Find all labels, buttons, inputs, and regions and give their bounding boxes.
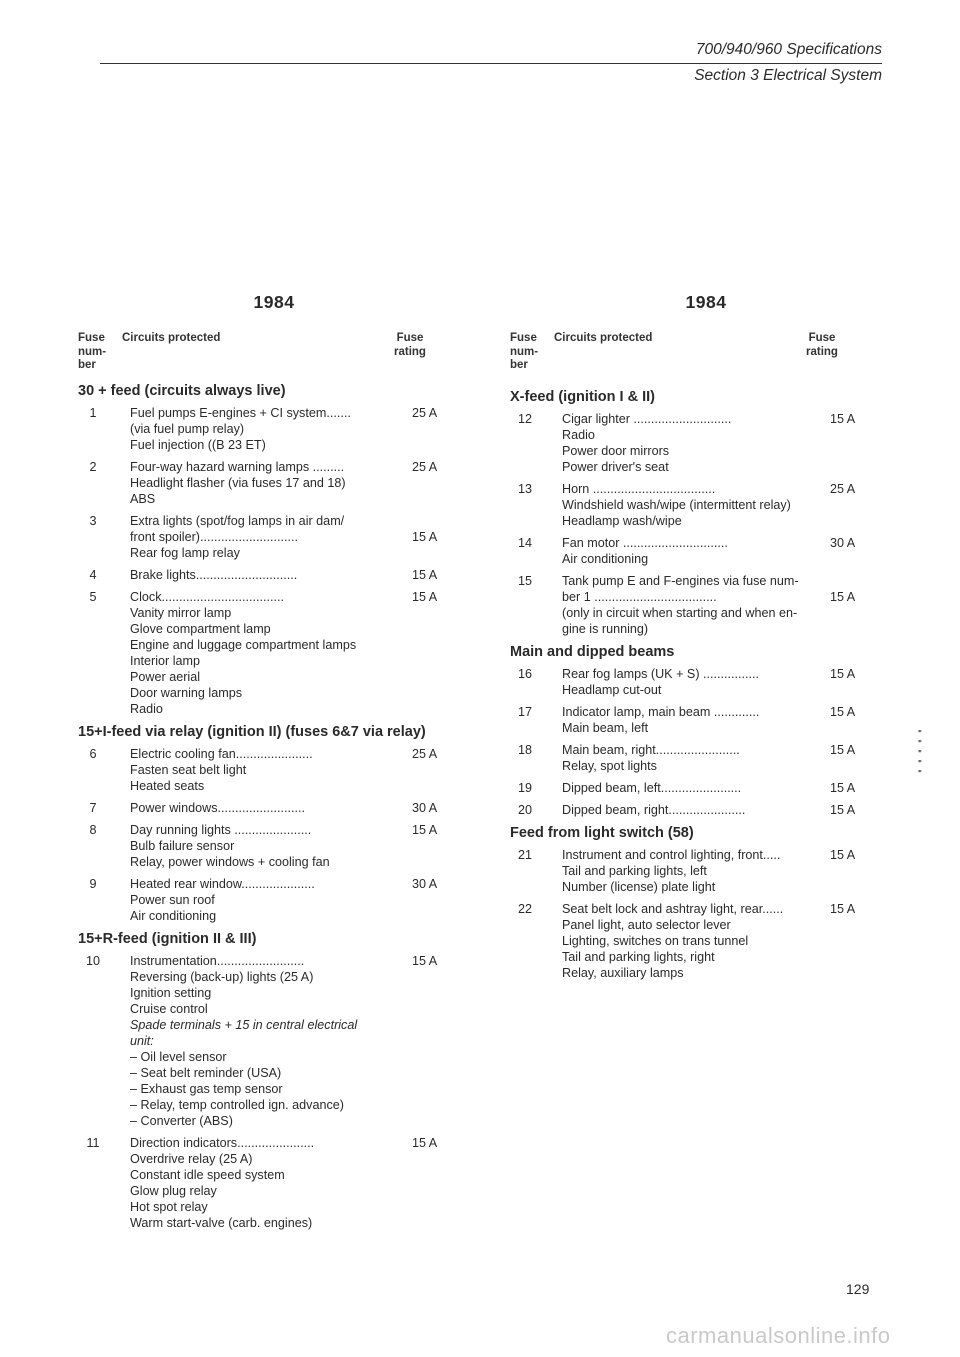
circuit-item: Headlamp wash/wipe	[562, 514, 682, 528]
circuit-item: Relay, power windows + cooling fan	[130, 855, 330, 869]
circuit-item: Interior lamp	[130, 654, 200, 668]
fuse-rating: 30 A	[412, 801, 438, 815]
fuse-entry	[510, 589, 862, 637]
circuit-item: Power door mirrors	[562, 444, 670, 458]
circuit-item: Fuel injection ((B 23 ET)	[130, 438, 266, 452]
header-title: 700/940/960 Specifications	[695, 41, 882, 58]
fuse-rating: 25 A	[412, 747, 438, 761]
circuit-item: Panel light, auto selector lever	[562, 918, 731, 932]
circuit-subitem: – Oil level sensor	[130, 1050, 227, 1064]
circuit-item: Vanity mirror lamp	[130, 606, 232, 620]
circuit-item: Glow plug relay	[130, 1184, 217, 1198]
fuse-entry	[78, 953, 450, 1129]
fuse-entry	[510, 535, 862, 567]
left-sections	[78, 382, 450, 1231]
fuse-number: 10	[85, 954, 100, 968]
circuits-header: Circuits protected	[554, 332, 653, 344]
circuit-text: Horn ...................................	[562, 482, 716, 496]
fuse-entry	[78, 822, 450, 870]
fuse-entry	[78, 589, 450, 717]
fuse-rating: 15 A	[830, 803, 856, 817]
page-number: 129	[846, 1281, 870, 1297]
circuit-line	[130, 529, 450, 545]
circuit-item: Tail and parking lights, left	[562, 864, 707, 878]
section-title: Main and dipped beams	[510, 644, 675, 660]
fuse-rating: 15 A	[412, 823, 438, 837]
circuit-item: Ignition setting	[130, 986, 212, 1000]
fuse-rating: 30 A	[412, 877, 438, 891]
fuse-rating: 15 A	[830, 902, 856, 916]
fuse-entry	[510, 481, 862, 529]
circuit-item: Headlamp cut-out	[562, 683, 662, 697]
circuit-item: Radio	[562, 428, 595, 442]
fuse-rating: 25 A	[412, 460, 438, 474]
circuit-text: front spoiler)............................	[130, 530, 298, 544]
circuit-item: Air conditioning	[130, 909, 217, 923]
fuse-entry	[78, 513, 450, 529]
fuse-number: 14	[517, 536, 532, 550]
circuit-item: Number (license) plate light	[562, 880, 716, 894]
circuit-text: Four-way hazard warning lamps .........	[130, 460, 345, 474]
circuit-item: gine is running)	[562, 622, 649, 636]
circuit-text: Indicator lamp, main beam .............	[562, 705, 760, 719]
circuit-text: Power windows.........................	[130, 801, 305, 815]
circuit-line	[130, 822, 450, 838]
right-year: 1984	[685, 292, 727, 312]
fuse-rating: 30 A	[830, 536, 856, 550]
right-sections	[510, 388, 862, 981]
circuit-text: Fan motor ..............................	[562, 536, 728, 550]
circuit-item: Tail and parking lights, right	[562, 950, 715, 964]
circuit-text: Clock...................................	[130, 590, 284, 604]
fuse-number: 6	[89, 747, 97, 761]
fuse-number: 22	[517, 902, 532, 916]
circuit-line	[130, 1135, 450, 1151]
watermark: carmanualsonline.info	[666, 1323, 891, 1348]
fuse-number: 15	[517, 574, 532, 588]
fuse-rating: 15 A	[830, 590, 856, 604]
circuit-subitem: – Seat belt reminder (USA)	[130, 1066, 282, 1080]
circuit-item: Hot spot relay	[130, 1200, 208, 1214]
section-title: Feed from light switch (58)	[510, 825, 694, 841]
left-column-header	[78, 332, 450, 382]
circuit-line	[130, 567, 450, 583]
fuse-entry	[510, 847, 862, 895]
circuit-line	[130, 746, 450, 762]
right-column	[510, 294, 862, 987]
fuse-number: 17	[517, 705, 532, 719]
circuit-note: Spade terminals + 15 in central electrical	[130, 1018, 358, 1032]
circuit-item: Power sun roof	[130, 893, 215, 907]
fuse-number: 8	[89, 823, 97, 837]
circuit-item: Reversing (back-up) lights (25 A)	[130, 970, 314, 984]
circuit-text: ber 1 ...................................	[562, 590, 717, 604]
fuse-number: 19	[517, 781, 532, 795]
fuse-number-header: Fuse num- ber	[78, 332, 107, 371]
fuse-rating: 15 A	[412, 1136, 438, 1150]
circuit-text: Direction indicators......................	[130, 1136, 315, 1150]
circuit-line	[562, 481, 862, 497]
fuse-number: 7	[89, 801, 97, 815]
circuit-item: (only in circuit when starting and when en-	[562, 606, 798, 620]
circuit-item: Bulb failure sensor	[130, 839, 235, 853]
fuse-entry	[78, 876, 450, 924]
circuit-text: Rear fog lamps (UK + S) ................	[562, 667, 760, 681]
header-subtitle: Section 3 Electrical System	[694, 67, 882, 84]
header-rule	[100, 63, 882, 64]
circuit-text: Dipped beam, left.......................	[562, 781, 742, 795]
fuse-entry	[510, 802, 862, 818]
fuse-entry	[78, 529, 450, 561]
circuit-item: (via fuel pump relay)	[130, 422, 245, 436]
fuse-rating: 15 A	[830, 667, 856, 681]
circuit-subitem: – Relay, temp controlled ign. advance)	[130, 1098, 344, 1112]
section-title: 30 + feed (circuits always live)	[78, 383, 286, 399]
circuit-text: Tank pump E and F-engines via fuse num-	[562, 574, 799, 588]
fuse-entry	[510, 666, 862, 698]
circuit-item: Heated seats	[130, 779, 205, 793]
fuse-number: 12	[517, 412, 532, 426]
fuse-entry	[510, 780, 862, 796]
section-title: 15+I-feed via relay (ignition II) (fuses 6&7 via relay)	[78, 724, 426, 740]
circuit-item: ABS	[130, 492, 156, 506]
fuse-number: 1	[89, 406, 97, 420]
circuit-text: Dipped beam, right......................	[562, 803, 746, 817]
circuit-line	[562, 704, 862, 720]
circuit-line	[562, 742, 862, 758]
circuit-item: Headlight flasher (via fuses 17 and 18)	[130, 476, 346, 490]
circuit-item: Door warning lamps	[130, 686, 242, 700]
circuit-text: Instrument and control lighting, front.....	[562, 848, 781, 862]
fuse-entry	[78, 459, 450, 507]
circuit-subitem: – Exhaust gas temp sensor	[130, 1082, 283, 1096]
circuit-text: Seat belt lock and ashtray light, rear......	[562, 902, 784, 916]
circuit-item: Lighting, switches on trans tunnel	[562, 934, 749, 948]
margin-marks: ''' ''' ''' ''' '''	[918, 729, 921, 780]
circuit-line	[562, 535, 862, 551]
fuse-entry	[510, 901, 862, 981]
circuit-line	[562, 573, 862, 589]
circuit-text: Heated rear window.....................	[130, 877, 315, 891]
fuse-entry	[78, 800, 450, 816]
circuit-line	[130, 953, 450, 969]
section-title: 15+R-feed (ignition II & III)	[78, 931, 257, 947]
circuit-line	[130, 876, 450, 892]
circuit-line	[562, 847, 862, 863]
fuse-entry	[510, 573, 862, 589]
circuit-line	[562, 901, 862, 917]
rating-header: Fuse rating	[806, 332, 838, 358]
fuse-rating: 15 A	[412, 954, 438, 968]
circuit-line	[562, 780, 862, 796]
fuse-number-header: Fuse num- ber	[510, 332, 539, 371]
circuit-line	[130, 405, 450, 421]
fuse-number: 5	[89, 590, 97, 604]
circuit-text: Cigar lighter ............................	[562, 412, 732, 426]
circuit-item: Air conditioning	[562, 552, 649, 566]
circuit-item: Radio	[130, 702, 163, 716]
fuse-entry	[78, 567, 450, 583]
fuse-rating: 15 A	[412, 530, 438, 544]
fuse-number: 20	[517, 803, 532, 817]
fuse-entry	[78, 746, 450, 794]
circuit-note: unit:	[130, 1034, 154, 1048]
circuit-item: Constant idle speed system	[130, 1168, 285, 1182]
circuit-item: Relay, spot lights	[562, 759, 657, 773]
fuse-rating: 15 A	[830, 705, 856, 719]
fuse-number: 18	[517, 743, 532, 757]
fuse-number: 3	[89, 514, 97, 528]
circuit-text: Day running lights ......................	[130, 823, 312, 837]
circuit-line	[130, 589, 450, 605]
circuit-text: Fuel pumps E-engines + CI system.......	[130, 406, 351, 420]
fuse-number: 2	[89, 460, 97, 474]
circuit-text: Electric cooling fan......................	[130, 747, 313, 761]
circuit-item: Main beam, left	[562, 721, 649, 735]
circuit-item: Glove compartment lamp	[130, 622, 271, 636]
section-title: X-feed (ignition I & II)	[510, 389, 655, 405]
fuse-entry	[78, 405, 450, 453]
circuit-item: Engine and luggage compartment lamps	[130, 638, 357, 652]
right-column-header	[510, 332, 862, 382]
circuit-item: Fasten seat belt light	[130, 763, 247, 777]
fuse-entry	[510, 411, 862, 475]
circuit-item: Power driver's seat	[562, 460, 669, 474]
circuit-line	[130, 513, 450, 529]
fuse-entry	[510, 704, 862, 736]
fuse-rating: 15 A	[830, 848, 856, 862]
fuse-number: 4	[89, 568, 97, 582]
circuit-item: Overdrive relay (25 A)	[130, 1152, 253, 1166]
circuit-line	[130, 800, 450, 816]
fuse-entry	[78, 1135, 450, 1231]
circuit-text: Instrumentation.........................	[130, 954, 305, 968]
fuse-rating: 25 A	[830, 482, 856, 496]
circuit-item: Relay, auxiliary lamps	[562, 966, 684, 980]
left-year: 1984	[253, 292, 295, 312]
fuse-number: 21	[517, 848, 532, 862]
circuit-text: Brake lights.............................	[130, 568, 298, 582]
fuse-rating: 15 A	[412, 568, 438, 582]
circuit-line	[562, 411, 862, 427]
fuse-entry	[510, 742, 862, 774]
fuse-number: 9	[89, 877, 97, 891]
circuit-item: Warm start-valve (carb. engines)	[130, 1216, 313, 1230]
fuse-number: 16	[517, 667, 532, 681]
left-column	[78, 294, 450, 1237]
circuit-line	[130, 459, 450, 475]
circuit-item: Windshield wash/wipe (intermittent relay)	[562, 498, 791, 512]
circuit-text: Main beam, right........................	[562, 743, 740, 757]
circuit-line	[562, 589, 862, 605]
circuit-item: Rear fog lamp relay	[130, 546, 240, 560]
rating-header: Fuse rating	[394, 332, 426, 358]
circuit-line	[562, 666, 862, 682]
fuse-number: 11	[86, 1136, 100, 1150]
circuit-subitem: – Converter (ABS)	[130, 1114, 233, 1128]
fuse-rating: 15 A	[830, 781, 856, 795]
circuits-header: Circuits protected	[122, 332, 221, 344]
fuse-number: 13	[517, 482, 532, 496]
fuse-rating: 15 A	[830, 412, 856, 426]
circuit-text: Extra lights (spot/fog lamps in air dam/	[130, 514, 345, 528]
fuse-rating: 15 A	[830, 743, 856, 757]
fuse-rating: 25 A	[412, 406, 438, 420]
circuit-item: Power aerial	[130, 670, 200, 684]
fuse-rating: 15 A	[412, 590, 438, 604]
circuit-line	[562, 802, 862, 818]
circuit-item: Cruise control	[130, 1002, 208, 1016]
